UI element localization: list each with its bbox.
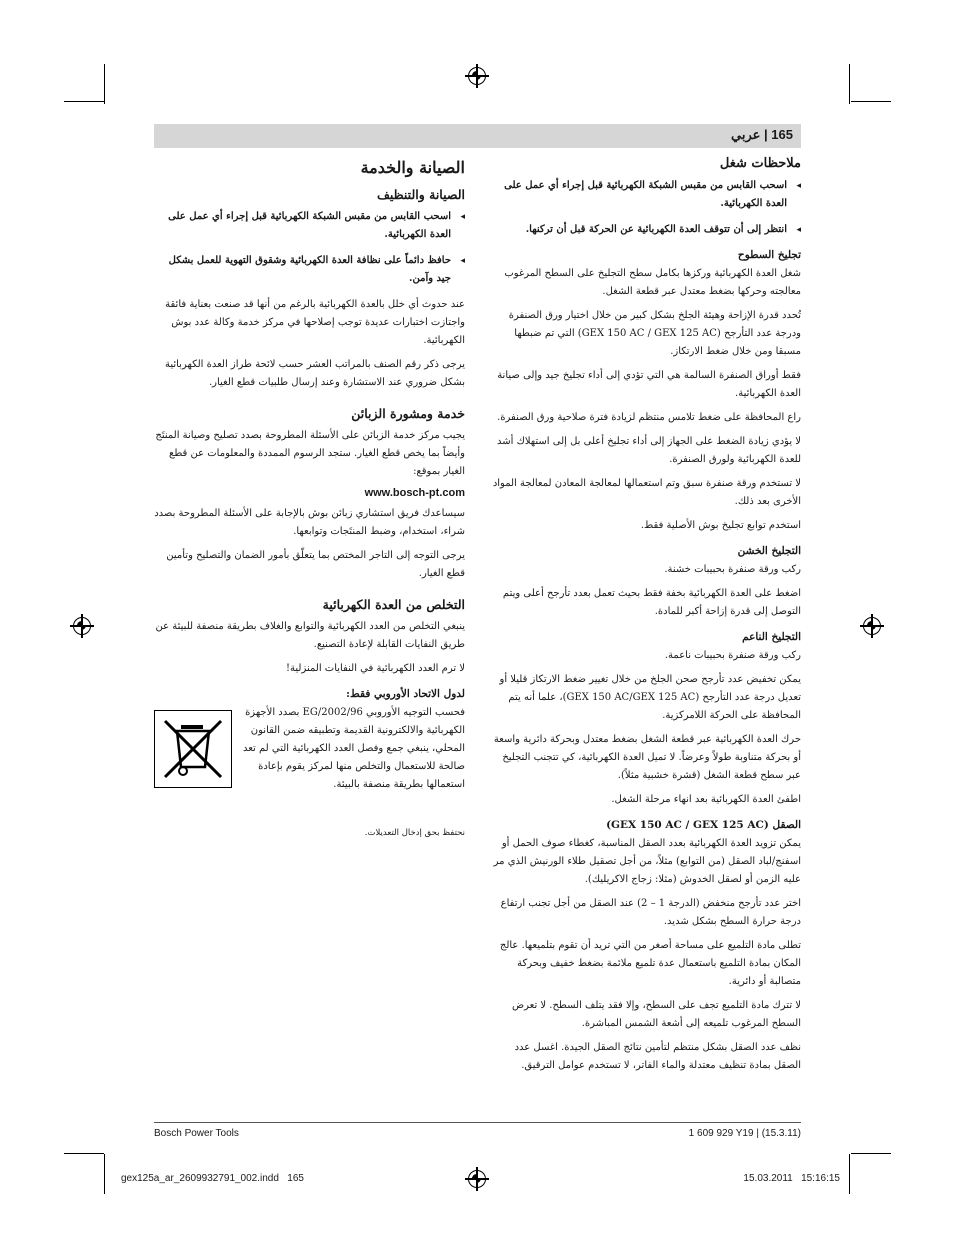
registration-mark-icon [468, 67, 486, 85]
bullet-item: ◂ اسحب القابس من مقبس الشبكة الكهربائية قبل إجراء أي عمل على العدة الكهربائية. [154, 208, 465, 244]
crop-mark [64, 101, 104, 102]
crop-mark [104, 1154, 105, 1194]
slug-filename: gex125a_ar_2609932791_002.indd 165 [121, 1173, 304, 1184]
page-header-bar [154, 124, 801, 148]
registration-mark-icon [73, 617, 91, 635]
page-number: 165 | عربي [731, 127, 793, 142]
rights-note: نحتفظ بحق إدخال التعديلات. [364, 828, 465, 838]
paragraph: يمكن تخفيض عدد تأرجح صحن الجلخ من خلال تغيير ضغط الارتكاز قليلا أو تعديل درجة عدد التأرجح (GEX 150 AC/GEX 125 AC)، علما أنه يتم المحافظة على الحركة اللامركزية. [499, 674, 801, 721]
fine-sanding-heading: التجليخ الناعم [742, 631, 801, 643]
paragraph: نظف عدد الصقل بشكل منتظم لتأمين نتائج الصقل الجيدة. اغسل عدد الصقل بمادة تنظيف معتدلة والماء الفاتر، لا تستخدم عوامل الترقيق. [514, 1042, 801, 1071]
paragraph: عند حدوث أي خلل بالعدة الكهربائية بالرغم من أنها قد صنعت بعناية فائقة واجتازت اختبارات عديدة توجب إصلاحها في مركز خدمة وكالة عدد بوش الكهربائية. [165, 299, 465, 346]
website-link[interactable]: www.bosch-pt.com [364, 487, 465, 499]
footer-doc-number: 1 609 929 Y19 | (15.3.11) [688, 1128, 801, 1139]
bullet-item: ◂ حافظ دائماً على نظافة العدة الكهربائية وشقوق التهوية للعمل بشكل جيد وآمن. [154, 252, 465, 288]
crop-mark [849, 1154, 850, 1194]
paragraph: يرجى التوجه إلى التاجر المختص بما يتعلّق بأمور الضمان والتصليح وتأمين قطع الغيار. [166, 550, 465, 579]
right-column [488, 156, 801, 1081]
paragraph: يجيب مركز خدمة الزبائن على الأسئلة المطروحة بصدد تصليح وصيانة المنتَج وأيضاً بما يخص قطع الغيار. ستجد الرسوم الممددة والمعلومات عن قطع الغيار بموقع: [155, 430, 465, 477]
paragraph: لا تترك مادة التلميع تجف على السطح، وإلا فقد يتلف السطح. لا تعرض السطح المرغوب تلميعه إلى أشعة الشمس المباشرة. [512, 1000, 801, 1029]
rough-sanding-heading: التجليخ الخشن [737, 545, 801, 557]
eu-heading: لدول الاتحاد الأوروبي فقط: [346, 688, 465, 700]
crop-mark [851, 101, 891, 102]
disposal-heading: التخلص من العدة الكهربائية [322, 597, 465, 612]
polishing-heading: الصقل (GEX 150 AC / GEX 125 AC) [606, 819, 801, 831]
paragraph: لا تستخدم ورقة صنفرة سبق وتم استعمالها لمعالجة المعادن لمعالجة المواد الأخرى بعد ذلك. [492, 478, 801, 507]
crop-mark [849, 64, 850, 104]
paragraph: سيساعدك فريق استشاري زبائن بوش بالإجابة على الأسئلة المطروحة بصدد شراء، استخدام، وضبط المنتَجات وتوابعها. [154, 508, 465, 537]
registration-mark-icon [468, 1170, 486, 1188]
paragraph: تطلى مادة التلميع على مساحة أصغر من التي تريد أن تقوم بتلميعها. عالج المكان بمادة التلميع باستعمال عدة تلميع ملائمة بضغط خفيف وبحركة متصالبة أو دائرية. [499, 940, 801, 987]
customer-service-heading: خدمة ومشورة الزبائن [351, 406, 465, 421]
paragraph: اطفئ العدة الكهربائية بعد انهاء مرحلة الشغل. [611, 794, 801, 805]
paragraph: حرك العدة الكهربائية عبر قطعة الشغل بضغط معتدل وبحركة دائرية واسعة أو بحركة متناوبة طولاً وعرضاً. لا تميل العدة الكهربائية، كي تتجنب التجليخ عبر سطح قطعة الشغل (قشرة خشبية مثلاً). [493, 734, 801, 781]
crop-mark [851, 1153, 891, 1154]
paragraph: يمكن تزويد العدة الكهربائية بعدد الصقل المناسبة، كغطاء صوف الحمل أو اسفنج/لباد الصقل (من التوابع) مثلاً، من أجل تصقيل طلاء الورنيش الذي مر عليه الزمن أو لصقل الخدوش (مثلا: زجاج الاكريليك). [493, 838, 801, 885]
registration-mark-icon [863, 617, 881, 635]
bullet-item: ◂ انتظر إلى أن تتوقف العدة الكهربائية عن الحركة قبل أن تركنها. [488, 221, 801, 239]
maintenance-heading: الصيانة والتنظيف [376, 187, 465, 202]
section-title: الصيانة والخدمة [360, 158, 465, 177]
paragraph: تُحدد قدرة الإزاحة وهيئة الجلخ بشكل كبير من خلال اختيار ورق الصنفرة ودرجة عدد التأرجح (GEX 150 AC / GEX 125 AC) التي تم ضبطها مسبقا ومن خلال ضغط الارتكاز. [508, 310, 801, 357]
paragraph: اختر عدد تأرجح منخفض (الدرجة 1 – 2) عند الصقل من أجل تجنب ارتفاع درجة حرارة السطح بشكل شديد. [500, 898, 801, 927]
notes-heading: ملاحظات شغل [719, 156, 801, 171]
paragraph: لا يؤدي زيادة الضغط على الجهاز إلى أداء تجليخ أعلى بل إلى استهلاك أشد للعدة الكهربائية ولورق الصنفرة. [497, 436, 801, 465]
crop-mark [104, 64, 105, 104]
paragraph: شغل العدة الكهربائية وركزها بكامل سطح التجليخ على السطح المرغوب معالجته وحركها بضغط معتدل عبر قطعة الشغل. [504, 268, 801, 297]
paragraph: فقط أوراق الصنفرة السالمة هي التي تؤدي إلى أداء تجليخ جيد وإلى صيانة العدة الكهربائية. [497, 370, 801, 399]
footer-rule [154, 1122, 801, 1123]
paragraph: ركب ورقة صنفرة بحبيبات ناعمة. [664, 650, 801, 661]
paragraph: استخدم توابع تجليخ بوش الأصلية فقط. [640, 520, 801, 531]
paragraph: ينبغي التخلص من العدد الكهربائية والتوابع والغلاف بطريقة منصفة للبيئة عن طريق النفايات القابلة لإعادة التصنيع. [155, 621, 465, 650]
sanding-heading: تجليخ السطوح [737, 249, 801, 261]
paragraph: يرجى ذكر رقم الصنف بالمراتب العشر حسب لائحة طراز العدة الكهربائية بشكل ضروري عند الاستشارة وعند إرسال طلبيات قطع الغيار. [164, 359, 465, 388]
paragraph: ركب ورقة صنفرة بحبيبات خشنة. [664, 564, 801, 575]
paragraph: لا ترم العدد الكهربائية في النفايات المنزلية! [286, 663, 465, 674]
left-column [154, 156, 465, 838]
bullet-item: ◂ اسحب القابس من مقبس الشبكة الكهربائية قبل إجراء أي عمل على العدة الكهربائية. [488, 177, 801, 213]
eu-block [154, 704, 465, 800]
paragraph: اضغط على العدة الكهربائية بخفة فقط بحيث تعمل بعدد تأرجح أعلى ويتم التوصل إلى قدرة إزاحة أكبر للمادة. [502, 588, 801, 617]
paragraph: فحسب التوجيه الأوروبي 2002/96/EG بصدد الأجهزة الكهربائية والالكترونية القديمة وتطبيقه ضمن القانون المحلي، ينبغي جمع وفصل العدد الكهربائية التي لم تعد صالحة للاستعمال والتخلص منها لمركز يقوم بإعادة استعمالها بطريقة منصفة بالبيئة. [242, 707, 465, 790]
footer-brand: Bosch Power Tools [154, 1128, 239, 1139]
crossed-out-wheelie-bin-icon [154, 710, 232, 788]
crop-mark [64, 1153, 104, 1154]
slug-timestamp: 15.03.2011 15:16:15 [743, 1173, 840, 1184]
paragraph: راع المحافظة على ضغط تلامس منتظم لزيادة فترة صلاحية ورق الصنفرة. [497, 412, 801, 423]
